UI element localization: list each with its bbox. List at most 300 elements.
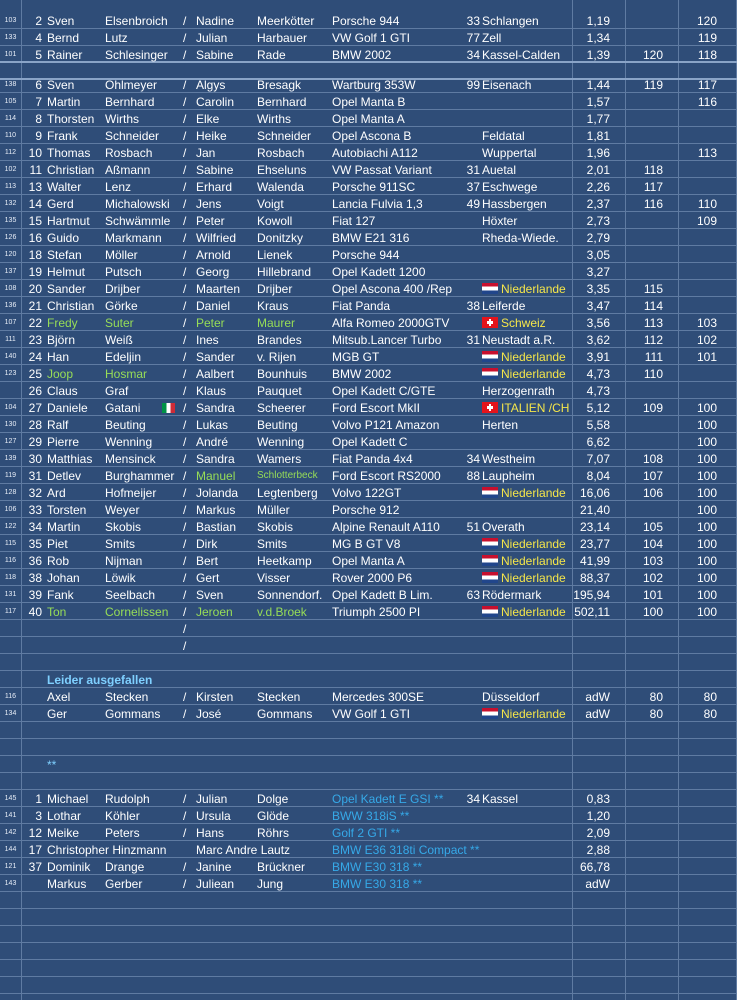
codriver-last-name: Donitzky xyxy=(257,231,304,245)
driver-first-name: Claus xyxy=(47,384,78,398)
penalty-time: 66,78 xyxy=(579,860,610,874)
penalty-time: 88,37 xyxy=(579,571,610,585)
points-2 xyxy=(680,383,717,399)
table-row xyxy=(0,434,737,450)
start-number: 33 xyxy=(28,503,42,517)
points-2: 113 xyxy=(697,146,717,160)
start-code xyxy=(462,808,480,824)
home-town xyxy=(482,94,572,110)
start-number: 25 xyxy=(28,367,42,381)
car-model: Fiat Panda xyxy=(332,299,391,313)
name-separator: / xyxy=(183,31,187,45)
home-town: Höxter xyxy=(482,214,518,228)
table-row xyxy=(0,196,737,212)
penalty-time: adW xyxy=(585,690,610,704)
codriver-last-name: Walenda xyxy=(257,180,304,194)
name-separator: / xyxy=(183,48,187,62)
home-town xyxy=(482,485,572,501)
table-row xyxy=(0,757,737,773)
codriver-first-name: Elke xyxy=(196,112,220,126)
start-code xyxy=(462,706,480,722)
driver-last-name: Lutz xyxy=(105,31,128,45)
driver-last-name: Graf xyxy=(105,384,129,398)
table-row xyxy=(0,655,737,671)
home-town xyxy=(482,604,572,620)
home-town: Rödermark xyxy=(482,588,542,602)
car-model: Opel Ascona 400 /Rep xyxy=(332,282,453,296)
name-separator: / xyxy=(183,180,187,194)
points-2 xyxy=(680,842,717,858)
codriver-first-name: Sander xyxy=(196,350,235,364)
points-1 xyxy=(626,808,663,824)
country-label: Niederlande xyxy=(501,486,566,500)
car-model: MG B GT V8 xyxy=(332,537,401,551)
home-town xyxy=(482,536,572,552)
penalty-time: 1,20 xyxy=(586,809,610,823)
table-row xyxy=(0,94,737,110)
start-code xyxy=(462,825,480,841)
points-1 xyxy=(626,434,663,450)
points-2: 100 xyxy=(696,554,717,568)
row-index: 136 xyxy=(4,302,17,309)
table-row xyxy=(0,451,737,467)
points-1: 118 xyxy=(643,163,663,177)
driver-first-name: Sander xyxy=(47,282,86,296)
penalty-time: 2,88 xyxy=(586,843,610,857)
row-index: 120 xyxy=(4,251,17,258)
row-index: 123 xyxy=(4,370,17,377)
points-2 xyxy=(680,281,717,297)
codriver-first-name: Arnold xyxy=(196,248,231,262)
start-code xyxy=(462,230,480,246)
table-row xyxy=(0,638,737,654)
start-number: 10 xyxy=(28,146,42,160)
codriver-first-name: Nadine xyxy=(196,14,235,28)
name-separator: / xyxy=(183,707,187,721)
codriver-first-name: Erhard xyxy=(196,180,233,194)
car-model: Porsche 944 xyxy=(332,248,400,262)
start-number: 31 xyxy=(28,469,42,483)
codriver-first-name: Sandra xyxy=(196,401,235,415)
driver-last-name: Mensinck xyxy=(105,452,156,466)
country-label: ITALIEN /CH xyxy=(501,401,570,415)
table-row xyxy=(0,502,737,518)
penalty-time: 3,05 xyxy=(586,248,610,262)
driver-last-name: Gatani xyxy=(105,401,141,415)
table-row xyxy=(0,927,737,943)
start-number: 35 xyxy=(28,537,42,551)
penalty-time: 2,73 xyxy=(586,214,610,228)
start-number: 9 xyxy=(35,129,42,143)
start-number: 30 xyxy=(28,452,42,466)
name-separator: / xyxy=(183,469,187,483)
car-model: BMW E30 318 ** xyxy=(332,860,423,874)
name-separator: / xyxy=(183,877,187,891)
penalty-time: 3,47 xyxy=(586,299,610,313)
start-code xyxy=(462,264,480,280)
driver-first-name: Rob xyxy=(47,554,70,568)
start-number: 27 xyxy=(28,401,42,415)
start-code: 49 xyxy=(466,197,480,211)
points-2: 100 xyxy=(696,435,717,449)
start-number: 20 xyxy=(28,282,42,296)
start-code xyxy=(462,94,480,110)
start-number: 7 xyxy=(35,95,42,109)
driver-last-name: Hofmeijer xyxy=(105,486,157,500)
home-town: Rheda-Wiede. xyxy=(482,231,559,245)
points-2 xyxy=(680,247,717,263)
driver-last-name: Gerber xyxy=(105,877,143,891)
home-town xyxy=(482,876,572,892)
driver-first-name: Hartmut xyxy=(47,214,90,228)
points-2 xyxy=(680,859,717,875)
row-index: 106 xyxy=(4,506,17,513)
car-model: Autobiachi A112 xyxy=(332,146,418,160)
driver-first-name: Gerd xyxy=(47,197,74,211)
start-number: 32 xyxy=(28,486,42,500)
points-1 xyxy=(626,30,663,46)
table-row xyxy=(0,468,737,484)
car-model: MGB GT xyxy=(332,350,380,364)
row-index: 103 xyxy=(4,17,17,24)
switzerland-flag-icon xyxy=(482,317,498,328)
points-1: 80 xyxy=(649,707,663,721)
car-model: Opel Kadett E GSI ** xyxy=(332,792,444,806)
start-number: 26 xyxy=(28,384,42,398)
row-index: 113 xyxy=(4,183,17,190)
penalty-time: 6,62 xyxy=(586,435,610,449)
codriver-first-name: Peter xyxy=(196,214,225,228)
table-row xyxy=(0,910,737,926)
points-1: 80 xyxy=(649,690,663,704)
driver-first-name: Fank xyxy=(47,588,74,602)
driver-first-name: Ard xyxy=(47,486,66,500)
codriver-last-name: Rosbach xyxy=(257,146,305,160)
codriver-first-name: Daniel xyxy=(196,299,231,313)
home-town: Westheim xyxy=(482,452,536,466)
driver-last-name: Weyer xyxy=(105,503,140,517)
points-2: 80 xyxy=(703,707,717,721)
start-code: 51 xyxy=(466,520,480,534)
penalty-time: 23,14 xyxy=(579,520,610,534)
driver-first-name: Helmut xyxy=(47,265,86,279)
points-2 xyxy=(680,179,717,195)
name-separator: / xyxy=(183,333,187,347)
name-separator: / xyxy=(183,14,187,28)
start-number: 6 xyxy=(35,78,42,92)
row-index: 115 xyxy=(4,540,17,547)
codriver-last-name: Gommans xyxy=(257,707,313,721)
start-number: 23 xyxy=(28,333,42,347)
home-town: Laupheim xyxy=(482,469,535,483)
start-code: 31 xyxy=(466,163,480,177)
row-index: 117 xyxy=(4,608,17,615)
codriver-first-name: Klaus xyxy=(196,384,227,398)
points-1 xyxy=(626,842,663,858)
codriver-first-name: Kirsten xyxy=(196,690,234,704)
table-row xyxy=(0,298,737,314)
name-separator: / xyxy=(183,129,187,143)
codriver-first-name: Hans xyxy=(196,826,225,840)
car-model: Ford Escort RS2000 xyxy=(332,469,441,483)
points-1: 103 xyxy=(642,554,663,568)
driver-first-name: Sven xyxy=(47,78,75,92)
codriver-last-name: Smits xyxy=(257,537,287,551)
start-number: 14 xyxy=(28,197,42,211)
country-label: Niederlande xyxy=(501,571,566,585)
car-model: Wartburg 353W xyxy=(332,78,416,92)
table-row xyxy=(0,570,737,586)
driver-last-name: Wenning xyxy=(105,435,153,449)
country-label: Niederlande xyxy=(501,367,566,381)
points-2: 100 xyxy=(696,418,717,432)
codriver-first-name: Dirk xyxy=(196,537,218,551)
driver-first-name: Thorsten xyxy=(47,112,95,126)
codriver-first-name: Peter xyxy=(196,316,225,330)
car-model: Porsche 911SC xyxy=(332,180,416,194)
start-code xyxy=(462,604,480,620)
row-index: 126 xyxy=(4,234,17,241)
penalty-time: 4,73 xyxy=(586,384,610,398)
country-label: Schweiz xyxy=(501,316,546,330)
points-1: 101 xyxy=(642,588,663,602)
table-row xyxy=(0,213,737,229)
name-separator: / xyxy=(183,435,187,449)
points-2: 100 xyxy=(696,469,717,483)
driver-first-name: Michael xyxy=(47,792,89,806)
home-town: Hassbergen xyxy=(482,197,547,211)
row-index: 121 xyxy=(4,863,17,870)
points-2: 117 xyxy=(697,78,717,92)
driver-last-name: Stecken xyxy=(105,690,149,704)
codriver-last-name: Wirths xyxy=(257,112,291,126)
points-1: 112 xyxy=(643,333,663,347)
home-town xyxy=(482,859,572,875)
start-code: 34 xyxy=(466,792,480,806)
driver-first-name: Axel xyxy=(47,690,71,704)
points-2: 100 xyxy=(696,537,717,551)
table-row xyxy=(0,961,737,977)
points-2: 102 xyxy=(696,333,717,347)
codriver-last-name: Jung xyxy=(257,877,284,891)
netherlands-flag-icon xyxy=(482,487,498,498)
name-separator: / xyxy=(183,639,187,653)
points-2: 110 xyxy=(697,197,717,211)
driver-first-name: Lothar xyxy=(47,809,82,823)
car-model: Porsche 912 xyxy=(332,503,400,517)
codriver-first-name: Jeroen xyxy=(196,605,233,619)
points-2 xyxy=(680,162,717,178)
name-separator: / xyxy=(183,809,187,823)
driver-last-name: Peters xyxy=(105,826,140,840)
penalty-time: 3,62 xyxy=(586,333,610,347)
table-row xyxy=(0,281,737,297)
codriver-last-name: Kowoll xyxy=(257,214,293,228)
start-code xyxy=(462,859,480,875)
netherlands-flag-icon xyxy=(482,368,498,379)
name-separator: / xyxy=(183,452,187,466)
car-model: Lancia Fulvia 1,3 xyxy=(332,197,423,211)
codriver-first-name: Heike xyxy=(196,129,227,143)
home-town: Schlangen xyxy=(482,14,539,28)
codriver-last-name: Kraus xyxy=(257,299,289,313)
start-number: 34 xyxy=(28,520,42,534)
country-label: Niederlande xyxy=(501,554,566,568)
driver-first-name: Frank xyxy=(47,129,78,143)
start-code xyxy=(462,842,480,858)
name-separator: / xyxy=(183,605,187,619)
home-town xyxy=(482,706,572,722)
table-row xyxy=(0,145,737,161)
row-index: 105 xyxy=(4,98,17,105)
start-code xyxy=(462,145,480,161)
driver-last-name: Weiß xyxy=(105,333,133,347)
start-number xyxy=(22,706,42,722)
driver-last-name: Smits xyxy=(105,537,135,551)
penalty-time: 7,07 xyxy=(586,452,610,466)
start-code xyxy=(462,247,480,263)
name-separator: / xyxy=(183,486,187,500)
driver-last-name: Markmann xyxy=(105,231,162,245)
codriver-last-name: Röhrs xyxy=(257,826,290,840)
penalty-time: 0,83 xyxy=(586,792,610,806)
table-row xyxy=(0,417,737,433)
table-row xyxy=(0,13,737,29)
car-model: Opel Kadett C xyxy=(332,435,408,449)
table-row xyxy=(0,230,737,246)
codriver-last-name: Hillebrand xyxy=(257,265,312,279)
codriver-last-name: Stecken xyxy=(257,690,301,704)
row-index: 144 xyxy=(4,846,17,853)
italy-flag-icon xyxy=(162,403,175,413)
car-model: Alfa Romeo 2000GTV xyxy=(332,316,450,330)
table-row xyxy=(0,315,737,331)
name-separator: / xyxy=(183,231,187,245)
driver-last-name: Schneider xyxy=(105,129,160,143)
row-index: 131 xyxy=(4,591,17,598)
codriver-last-name: Schlotterbeck xyxy=(257,470,318,481)
start-number: 16 xyxy=(28,231,42,245)
start-number: 28 xyxy=(28,418,42,432)
driver-first-name: Ger xyxy=(47,707,68,721)
country-label: Niederlande xyxy=(501,282,566,296)
car-model: Volvo 122GT xyxy=(332,486,402,500)
codriver-last-name: Wenning xyxy=(257,435,305,449)
driver-last-name: Aßmann xyxy=(105,163,151,177)
start-number: 18 xyxy=(28,248,42,262)
start-number: 36 xyxy=(28,554,42,568)
driver-first-name: Christopher Hinzmann xyxy=(47,843,167,857)
driver-first-name: Daniele xyxy=(47,401,88,415)
penalty-time: 2,01 xyxy=(586,163,610,177)
driver-first-name: Christian xyxy=(47,163,95,177)
table-row xyxy=(0,332,737,348)
driver-last-name: Ohlmeyer xyxy=(105,78,158,92)
start-code xyxy=(462,689,480,705)
home-town xyxy=(482,400,572,416)
codriver-first-name: Maarten xyxy=(196,282,241,296)
driver-last-name xyxy=(105,842,183,858)
points-2 xyxy=(680,230,717,246)
penalty-time: 3,27 xyxy=(586,265,610,279)
points-1: 105 xyxy=(642,520,663,534)
start-code: 38 xyxy=(466,299,480,313)
car-model: Opel Manta A xyxy=(332,554,405,568)
car-model: BMW E21 316 xyxy=(332,231,410,245)
codriver-first-name: Jolanda xyxy=(196,486,239,500)
home-town: Neustadt a.R. xyxy=(482,333,556,347)
name-separator: / xyxy=(183,571,187,585)
row-index: 142 xyxy=(4,829,17,836)
home-town xyxy=(482,366,572,382)
home-town: Feldatal xyxy=(482,129,525,143)
driver-last-name: Löwik xyxy=(105,571,136,585)
penalty-time: 41,99 xyxy=(579,554,610,568)
car-model: Mitsub.Lancer Turbo xyxy=(332,333,442,347)
penalty-time: 2,37 xyxy=(586,197,610,211)
codriver-first-name: Lukas xyxy=(196,418,229,432)
codriver-last-name: Legtenberg xyxy=(257,486,318,500)
switzerland-flag-icon xyxy=(482,402,498,413)
car-model: Porsche 944 xyxy=(332,14,400,28)
points-2 xyxy=(680,298,717,314)
car-model: Opel Kadett B Lim. xyxy=(332,588,433,602)
section-title-extra: ** xyxy=(47,758,57,772)
car-model: BMW E30 318 ** xyxy=(332,877,423,891)
start-code xyxy=(462,383,480,399)
row-index: 119 xyxy=(4,472,17,479)
start-code xyxy=(462,213,480,229)
penalty-time: 1,34 xyxy=(586,31,610,45)
netherlands-flag-icon xyxy=(482,606,498,617)
points-1: 114 xyxy=(643,299,663,313)
driver-first-name: Fredy xyxy=(47,316,78,330)
penalty-time: 8,04 xyxy=(586,469,610,483)
table-row xyxy=(0,944,737,960)
codriver-last-name: Brandes xyxy=(257,333,302,347)
table-row xyxy=(0,587,737,603)
row-index: 138 xyxy=(4,81,17,88)
row-index: 114 xyxy=(4,115,17,122)
name-separator: / xyxy=(183,588,187,602)
points-1 xyxy=(626,145,663,161)
points-2: 100 xyxy=(696,588,717,602)
points-2: 100 xyxy=(696,605,717,619)
home-town: Auetal xyxy=(482,163,517,177)
name-separator: / xyxy=(183,146,187,160)
table-row xyxy=(0,264,737,280)
driver-first-name: Walter xyxy=(47,180,82,194)
codriver-last-name: Brückner xyxy=(257,860,306,874)
codriver-last-name: Visser xyxy=(257,571,291,585)
points-2 xyxy=(680,876,717,892)
name-separator: / xyxy=(183,860,187,874)
name-separator: / xyxy=(183,690,187,704)
start-code xyxy=(462,400,480,416)
start-code: 34 xyxy=(466,48,480,62)
points-1 xyxy=(626,825,663,841)
driver-first-name: Ralf xyxy=(47,418,69,432)
codriver-last-name: Glöde xyxy=(257,809,290,823)
row-index: 122 xyxy=(4,523,17,530)
car-model: Opel Kadett 1200 xyxy=(332,265,426,279)
points-1: 120 xyxy=(642,48,663,62)
netherlands-flag-icon xyxy=(482,283,498,294)
car-model: Golf 2 GTI ** xyxy=(332,826,401,840)
points-1 xyxy=(626,230,663,246)
points-2: 100 xyxy=(696,401,717,415)
driver-last-name: Edeljin xyxy=(105,350,142,364)
